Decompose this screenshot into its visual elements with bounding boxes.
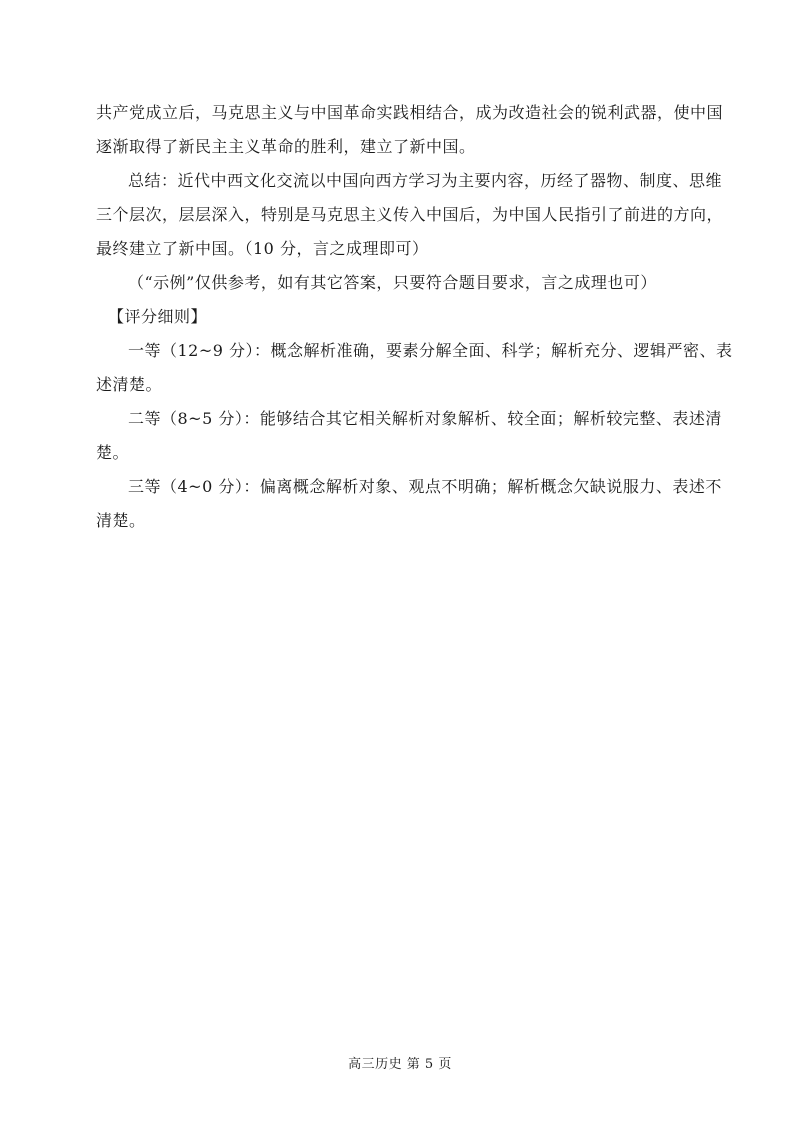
summary-line-2: 三个层次，层层深入，特别是马克思主义传入中国后，为中国人民指引了前进的方向， [96, 205, 724, 224]
grade-2-line-1: 二等（8~5 分）：能够结合其它相关解析对象解析、较全面；解析较完整、表述清 [128, 409, 722, 428]
paragraph-line-2: 逐渐取得了新民主主义革命的胜利，建立了新中国。 [96, 137, 476, 156]
grade-1-line-2: 述清楚。 [96, 375, 163, 394]
page-footer: 高三历史 第 5 页 [348, 1057, 452, 1072]
grade-2-line-2: 楚。 [96, 443, 130, 462]
grade-1-line-1: 一等（12~9 分）：概念解析准确，要素分解全面、科学；解析充分、逻辑严密、表 [128, 341, 733, 360]
example-note: （“示例”仅供参考，如有其它答案，只要符合题目要求，言之成理也可） [128, 273, 657, 292]
grade-3-line-1: 三等（4~0 分）：偏离概念解析对象、观点不明确；解析概念欠缺说服力、表述不 [128, 477, 722, 496]
summary-line-1: 总结：近代中西文化交流以中国向西方学习为主要内容，历经了器物、制度、思维 [128, 171, 723, 190]
paragraph-line-1: 共产党成立后，马克思主义与中国革命实践相结合，成为改造社会的锐利武器，使中国 [96, 103, 724, 122]
scoring-rules-heading: 【评分细则】 [108, 307, 208, 326]
grade-3-line-2: 清楚。 [96, 511, 146, 530]
summary-line-3: 最终建立了新中国。（10 分，言之成理即可） [96, 239, 429, 258]
